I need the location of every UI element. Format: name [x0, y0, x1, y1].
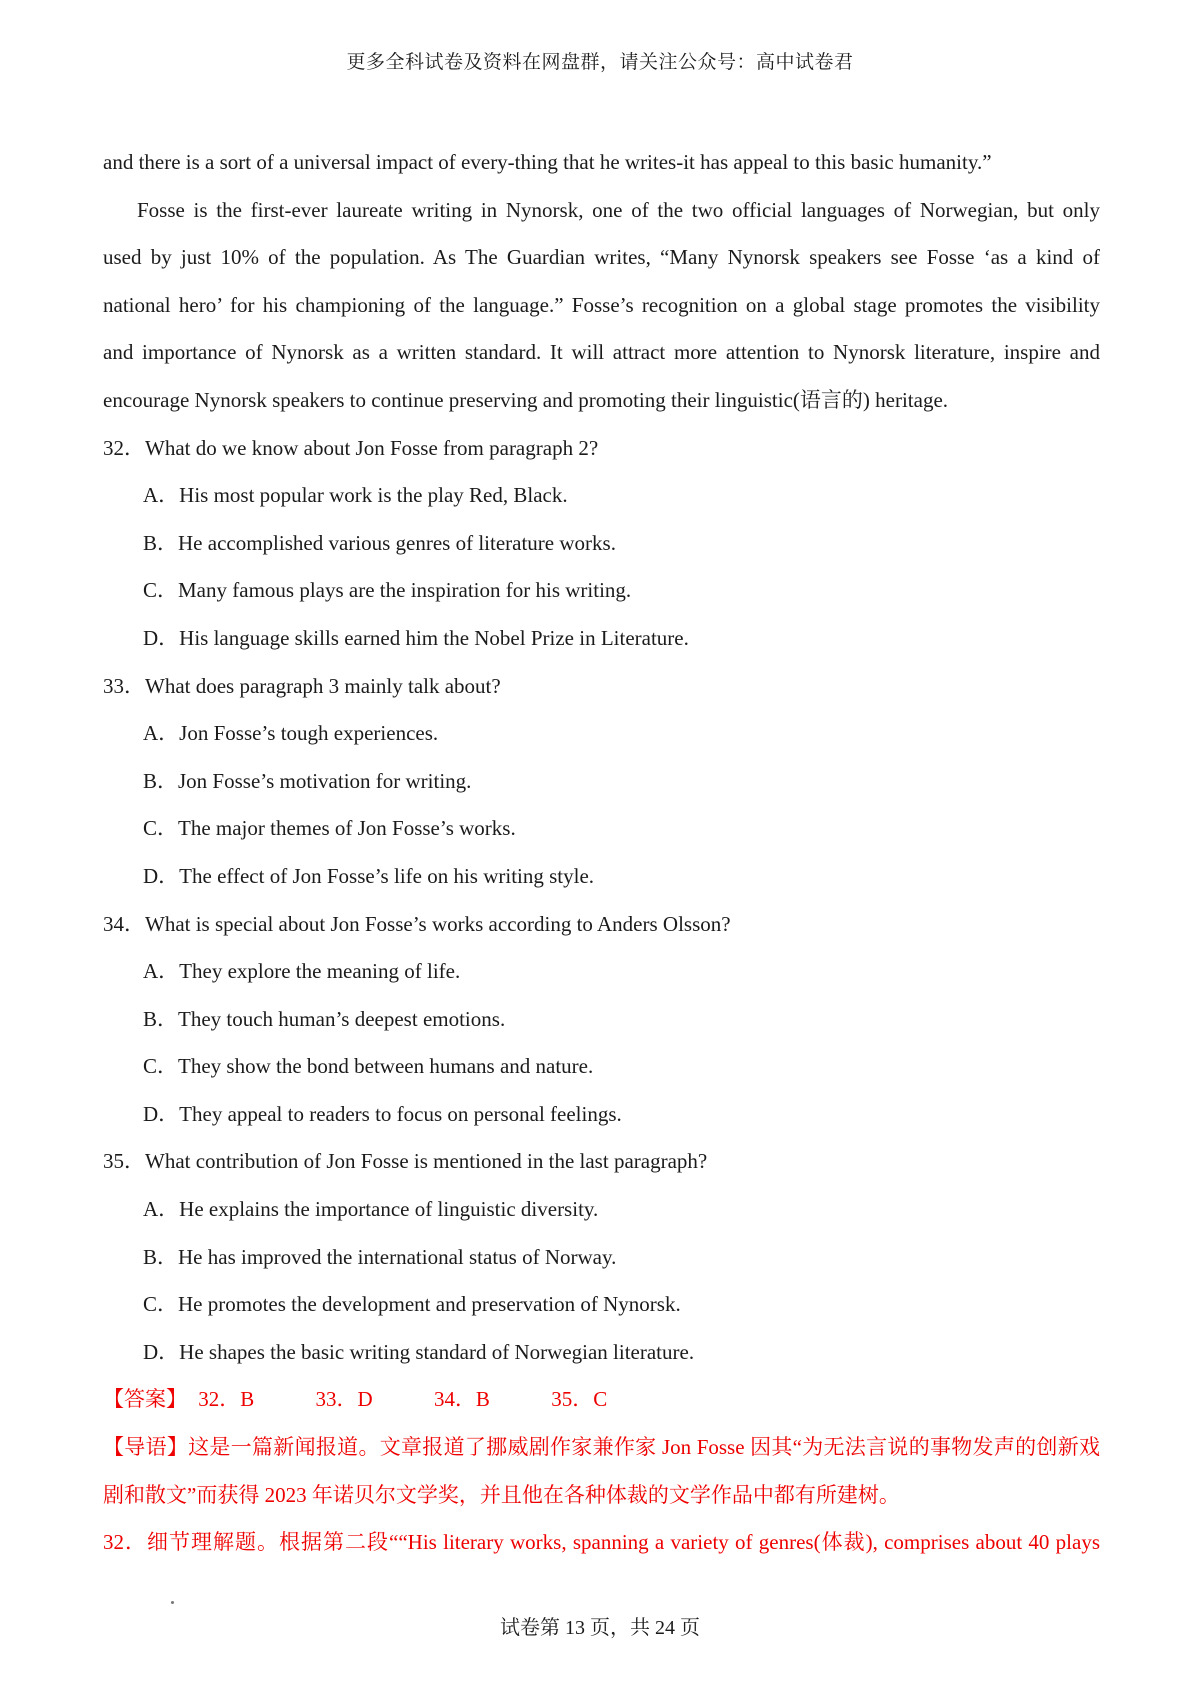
answer-key-line: [103, 1376, 1100, 1424]
question-34-option-a: A．They explore the meaning of life.: [143, 959, 461, 984]
question-32-option-d: D．His language skills earned him the Nobel Prize in Literature.: [143, 625, 689, 650]
question-34-option-b: B．They touch human’s deepest emotions.: [143, 1006, 506, 1031]
answer-item-34: 34．B: [433, 1387, 490, 1412]
question-34-option-c: C．They show the bond between humans and nature.: [143, 1054, 594, 1079]
question-34-option-d: D．They appeal to readers to focus on personal feelings.: [143, 1101, 622, 1126]
question-32-option-b: B．He accomplished various genres of literature works.: [143, 530, 616, 555]
question-32-option-c: C．Many famous plays are the inspiration for his writing.: [143, 578, 632, 603]
analysis-intro-line-2: 剧和散文”而获得 2023 年诺贝尔文学奖，并且他在各种体裁的文学作品中都有所建树。: [103, 1482, 900, 1507]
document-body: [103, 139, 1100, 1567]
passage-paragraph2-line-5: encourage Nynorsk speakers to continue preserving and promoting their linguistic(语言的) heritage.: [103, 387, 949, 412]
page-footer: 试卷第 13 页，共 24 页: [500, 1617, 700, 1639]
passage-paragraph2-line-2: used by just 10% of the population. As The Guardian writes, “Many Nynorsk speakers see Fosse ‘as a kind of: [103, 245, 1100, 270]
question-33-stem: 33．What does paragraph 3 mainly talk about?: [103, 673, 501, 698]
passage-paragraph2-line-4: and importance of Nynorsk as a written standard. It will attract more attention to Nynorsk literature, inspire and: [103, 340, 1100, 365]
answer-item-32: 32．B: [198, 1387, 255, 1412]
passage-paragraph2-line-3: national hero’ for his championing of the language.” Fosse’s recognition on a global stage promotes the visibility: [103, 292, 1100, 317]
question-35-option-c: C．He promotes the development and preservation of Nynorsk.: [143, 1292, 681, 1317]
answer-item-33: 33．D: [315, 1387, 373, 1412]
question-35-stem: 35．What contribution of Jon Fosse is mentioned in the last paragraph?: [103, 1149, 708, 1174]
question-35-option-a: A．He explains the importance of linguistic diversity.: [143, 1197, 599, 1222]
passage-paragraph1-line: and there is a sort of a universal impact of every-thing that he writes-it has appeal to this basic humanity.”: [103, 150, 992, 174]
question-34-stem: 34．What is special about Jon Fosse’s works according to Anders Olsson?: [103, 911, 731, 936]
passage-paragraph2-line-1: Fosse is the first-ever laureate writing in Nynorsk, one of the two official languages of Norwegian, but only: [137, 197, 1100, 222]
header-notice: 更多全科试卷及资料在网盘群，请关注公众号：高中试卷君: [346, 52, 854, 73]
question-33-option-d: D．The effect of Jon Fosse’s life on his writing style.: [143, 863, 595, 888]
analysis-intro-line-1: 【导语】这是一篇新闻报道。文章报道了挪威剧作家兼作家 Jon Fosse 因其“为无法言说的事物发声的创新戏: [103, 1435, 1100, 1460]
scan-speck: [171, 1601, 174, 1604]
answer-key-label: 【答案】: [103, 1387, 187, 1412]
answer-item-35: 35．C: [551, 1387, 608, 1412]
question-32-stem: 32．What do we know about Jon Fosse from paragraph 2?: [103, 435, 599, 460]
question-33-option-c: C．The major themes of Jon Fosse’s works.: [143, 816, 516, 841]
question-35-option-b: B．He has improved the international status of Norway.: [143, 1244, 617, 1269]
question-32-option-a: A．His most popular work is the play Red, Black.: [143, 483, 568, 508]
question-35-option-d: D．He shapes the basic writing standard of Norwegian literature.: [143, 1339, 695, 1364]
analysis-detail-32-line-1: 32．细节理解题。根据第二段““His literary works, spanning a variety of genres(体裁), comprises about 40 plays: [103, 1530, 1100, 1555]
question-33-option-a: A．Jon Fosse’s tough experiences.: [143, 721, 439, 746]
question-33-option-b: B．Jon Fosse’s motivation for writing.: [143, 768, 472, 793]
